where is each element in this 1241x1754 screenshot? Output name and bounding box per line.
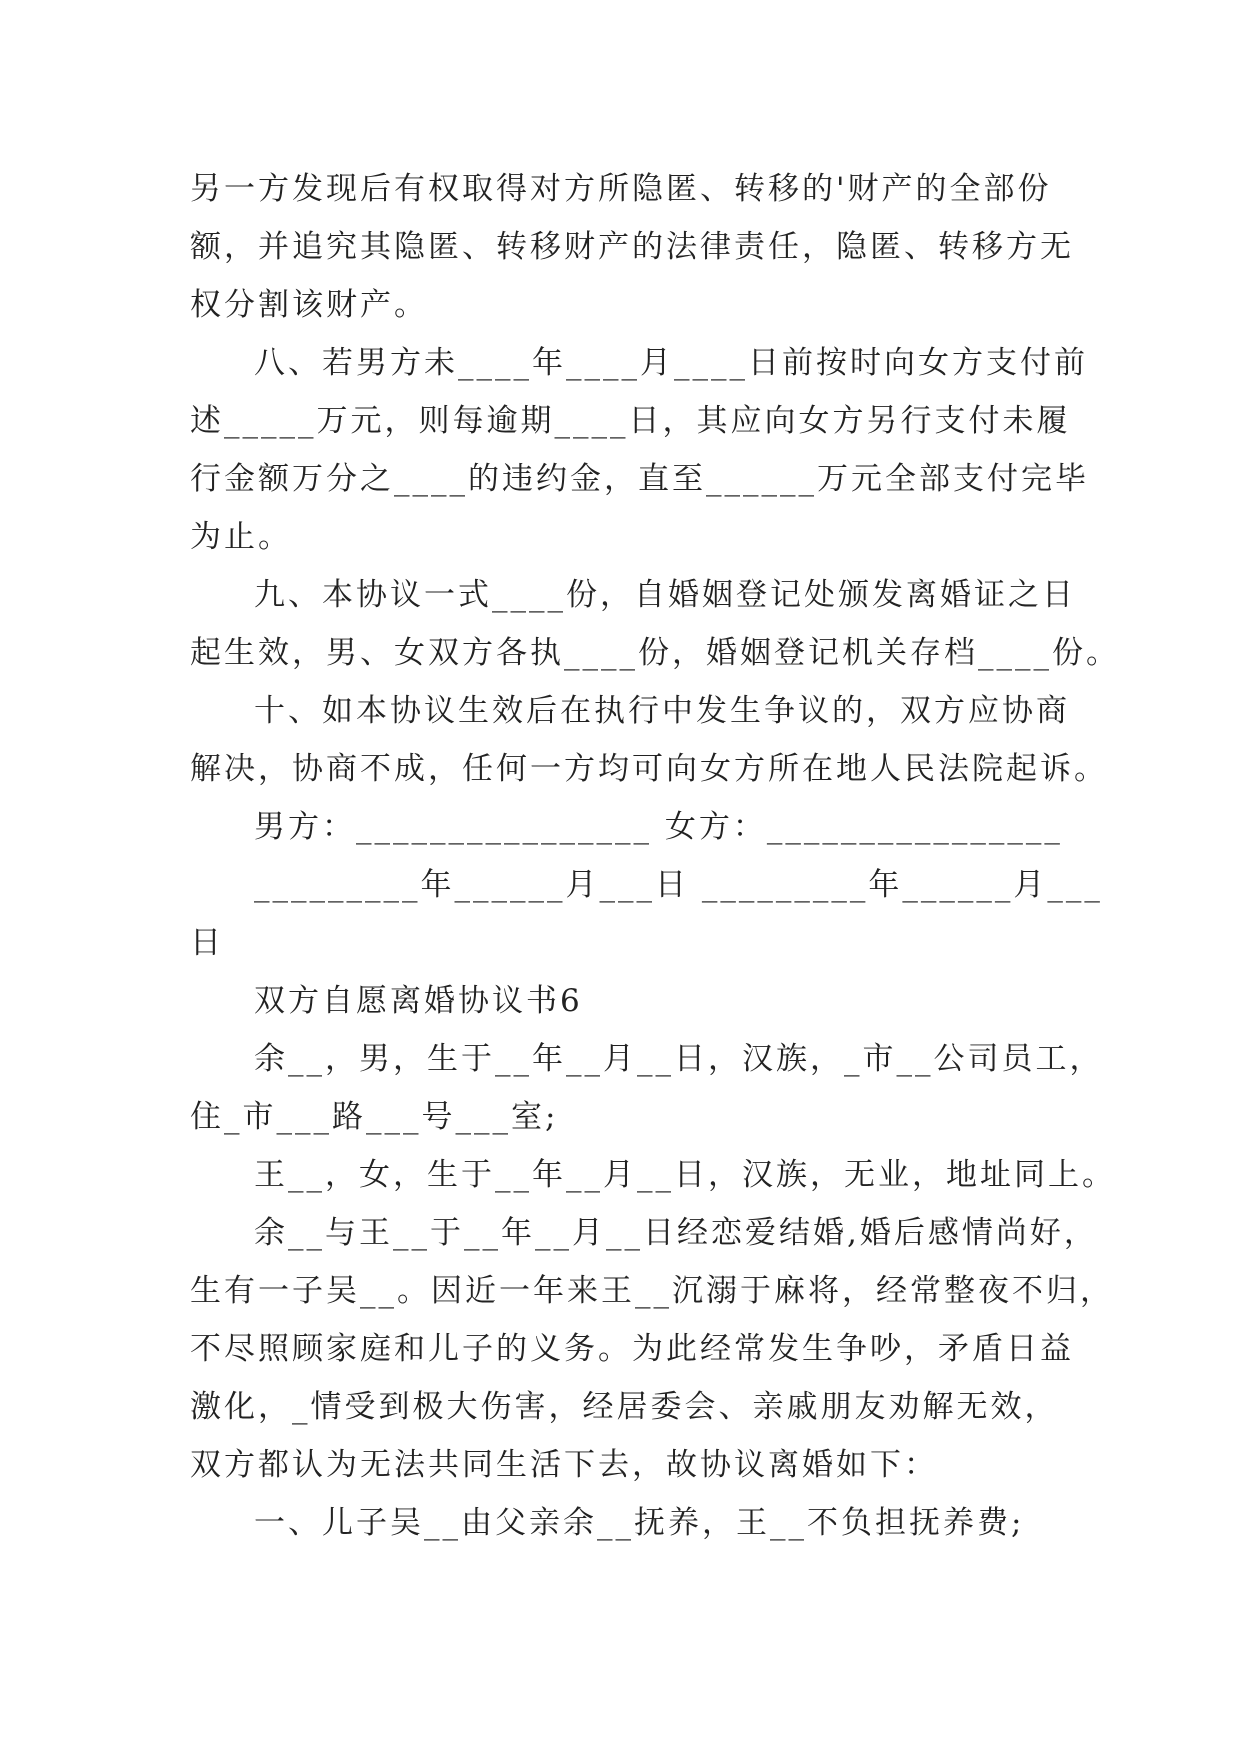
text-line: 解决，协商不成，任何一方均可向女方所在地人民法院起诉。 bbox=[190, 751, 1108, 787]
party-male: 余__，男，生于__年__月__日，汉族，_市__公司员工， bbox=[254, 1041, 1104, 1077]
text-line: 不尽照顾家庭和儿子的义务。为此经常发生争吵，矛盾日益 bbox=[190, 1331, 1074, 1367]
signature-line: 男方：________________ 女方：________________ bbox=[254, 809, 1063, 845]
clause-nine: 九、本协议一式____份，自婚姻登记处颁发离婚证之日 bbox=[254, 577, 1076, 613]
clause-one: 一、儿子吴__由父亲余__抚养，王__不负担抚养费; bbox=[254, 1505, 1025, 1541]
party-female: 王__，女，生于__年__月__日，汉族，无业，地址同上。 bbox=[254, 1157, 1116, 1193]
text-line: 行金额万分之____的违约金，直至______万元全部支付完毕 bbox=[190, 461, 1089, 497]
text-line: 为止。 bbox=[190, 519, 292, 555]
text-line: 述_____万元，则每逾期____日，其应向女方另行支付未履 bbox=[190, 403, 1071, 439]
text-line: 住_市___路___号___室; bbox=[190, 1099, 559, 1135]
section-title: 双方自愿离婚协议书6 bbox=[254, 983, 583, 1019]
text-line: 双方都认为无法共同生活下去，故协议离婚如下： bbox=[190, 1447, 938, 1483]
text-line: 另一方发现后有权取得对方所隐匿、转移的'财产的全部份 bbox=[190, 171, 1052, 207]
text-line: 日 bbox=[190, 925, 224, 961]
text-line: 起生效，男、女双方各执____份，婚姻登记机关存档____份。 bbox=[190, 635, 1120, 671]
clause-ten: 十、如本协议生效后在执行中发生争议的，双方应协商 bbox=[254, 693, 1070, 729]
document-page bbox=[190, 160, 1120, 1552]
date-line: _________年______月___日 _________年______月___ bbox=[254, 867, 1103, 903]
background-paragraph: 余__与王__于__年__月__日经恋爱结婚,婚后感情尚好， bbox=[254, 1215, 1098, 1251]
text-line: 权分割该财产。 bbox=[190, 287, 428, 323]
clause-eight: 八、若男方未____年____月____日前按时向女方支付前 bbox=[254, 345, 1088, 381]
text-line: 额，并追究其隐匿、转移财产的法律责任，隐匿、转移方无 bbox=[190, 229, 1074, 265]
text-line: 激化，_情受到极大伤害，经居委会、亲戚朋友劝解无效， bbox=[190, 1389, 1059, 1425]
text-line: 生有一子吴__。因近一年来王__沉溺于麻将，经常整夜不归， bbox=[190, 1273, 1114, 1309]
